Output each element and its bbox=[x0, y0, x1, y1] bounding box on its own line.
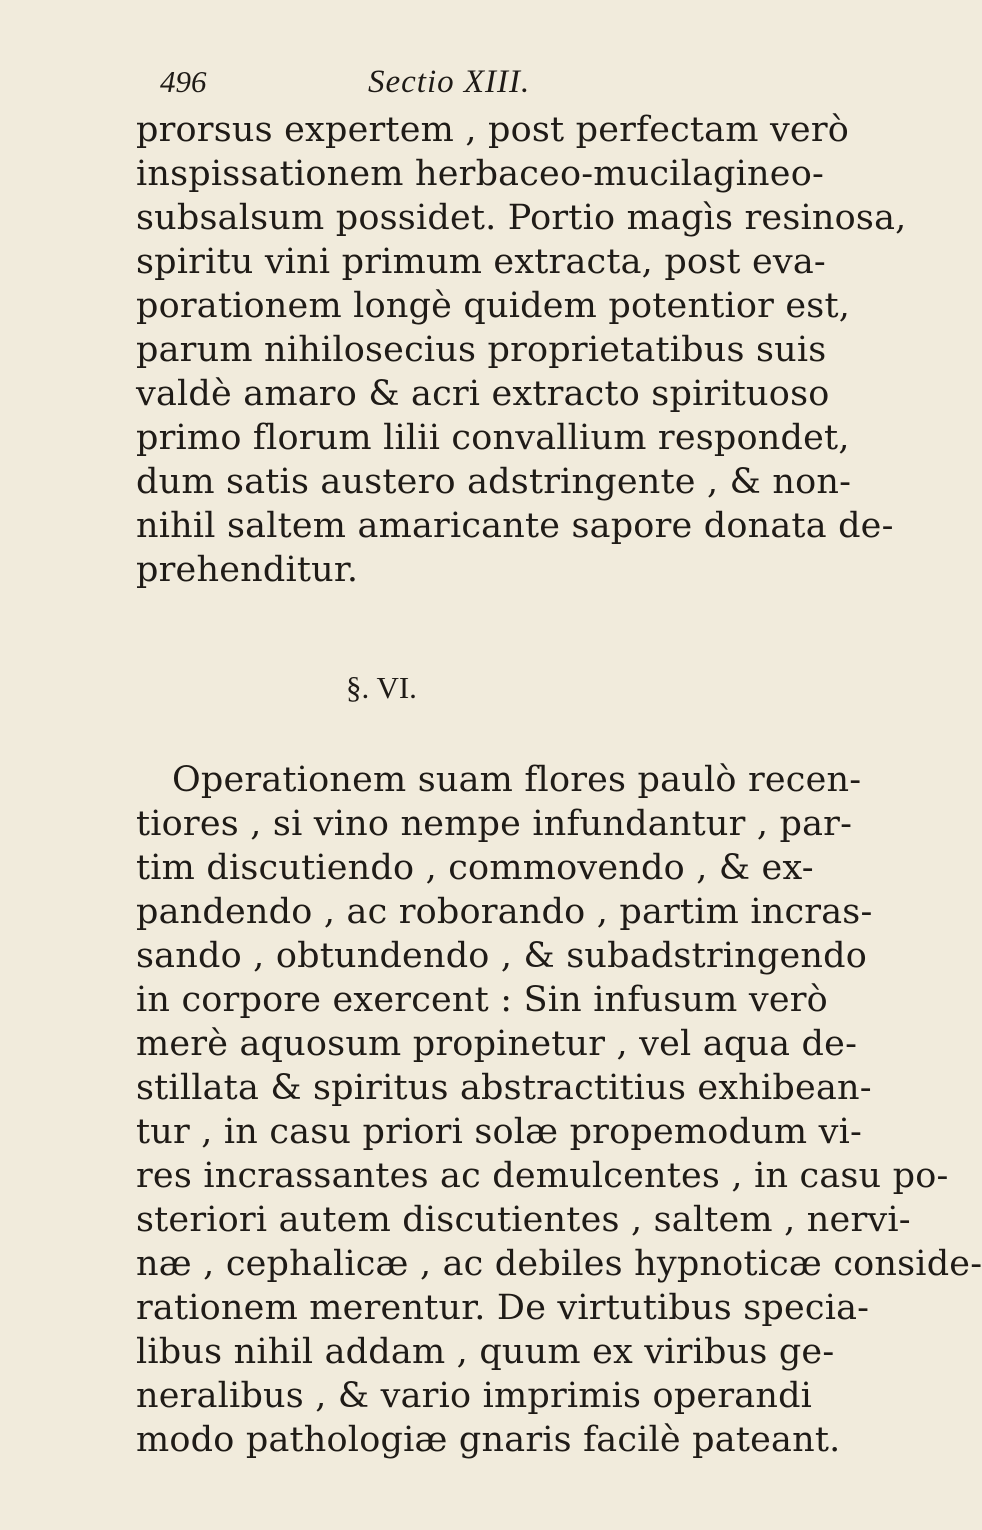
text-line: prorsus expertem , post perfectam verò bbox=[136, 110, 850, 150]
text-line: tur , in casu priori solæ propemodum vi- bbox=[136, 1112, 863, 1152]
running-title: Sectio XIII. bbox=[368, 64, 531, 100]
text-line: dum satis austero adstringente , & non- bbox=[136, 462, 852, 502]
text-line: parum nihilosecius proprietatibus suis bbox=[136, 330, 827, 370]
text-line: subsalsum possidet. Portio magìs resinosa, bbox=[136, 198, 907, 238]
text-line: prehenditur. bbox=[136, 550, 359, 590]
text-line: nihil saltem amaricante sapore donata de- bbox=[136, 506, 894, 546]
text-line: stillata & spiritus abstractitius exhibean- bbox=[136, 1068, 872, 1108]
section-heading: §. VI. bbox=[346, 670, 417, 705]
text-line: næ , cephalicæ , ac debiles hypnoticæ conside- bbox=[136, 1244, 982, 1284]
page-header bbox=[160, 58, 760, 102]
page-number: 496 bbox=[160, 64, 207, 99]
text-line: primo florum lilii convallium respondet, bbox=[136, 418, 850, 458]
text-line: valdè amaro & acri extracto spirituoso bbox=[136, 374, 830, 414]
text-line: steriori autem discutientes , saltem , nervi- bbox=[136, 1200, 911, 1240]
text-line: in corpore exercent : Sin infusum verò bbox=[136, 980, 828, 1020]
text-line: neralibus , & vario imprimis operandi bbox=[136, 1376, 813, 1416]
text-line: rationem merentur. De virtutibus specia- bbox=[136, 1288, 870, 1328]
text-line: spiritu vini primum extracta, post eva- bbox=[136, 242, 826, 282]
text-line: modo pathologiæ gnaris facilè pateant. bbox=[136, 1420, 841, 1460]
text-line: inspissationem herbaceo-mucilagineo- bbox=[136, 154, 824, 194]
text-line: pandendo , ac roborando , partim incras- bbox=[136, 892, 873, 932]
text-line: Operationem suam flores paulò recen- bbox=[172, 760, 862, 800]
text-line: res incrassantes ac demulcentes , in casu po- bbox=[136, 1156, 949, 1196]
text-line: tim discutiendo , commovendo , & ex- bbox=[136, 848, 814, 888]
text-line: porationem longè quidem potentior est, bbox=[136, 286, 851, 326]
text-line: tiores , si vino nempe infundantur , par- bbox=[136, 804, 853, 844]
text-line: sando , obtundendo , & subadstringendo bbox=[136, 936, 868, 976]
text-line: merè aquosum propinetur , vel aqua de- bbox=[136, 1024, 858, 1064]
text-line: libus nihil addam , quum ex viribus ge- bbox=[136, 1332, 835, 1372]
